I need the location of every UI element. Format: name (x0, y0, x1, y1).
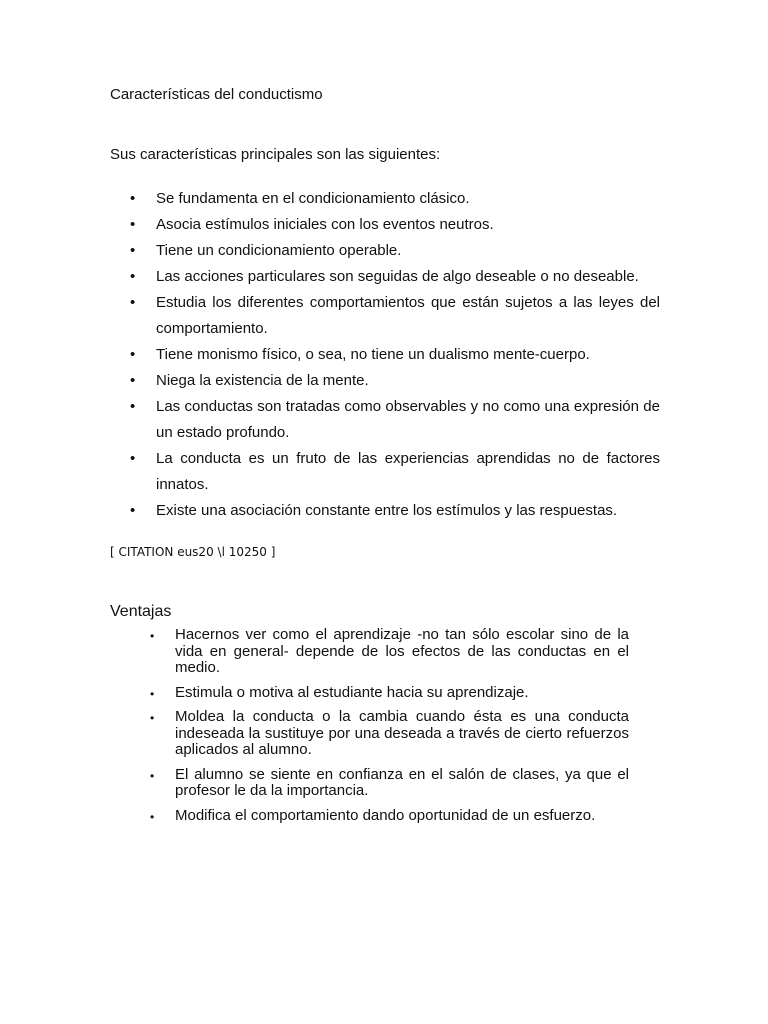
bullet-icon: • (130, 450, 136, 467)
list-item-text: Las conductas son tratadas como observables y no como una expresión de un estado profundo. (156, 398, 660, 441)
list-item (110, 498, 660, 524)
list-item-text: Estimula o motiva al estudiante hacia su aprendizaje. (175, 683, 529, 701)
list-item (110, 808, 629, 825)
list-item-text: Moldea la conducta o la cambia cuando ésta es una conducta indeseada la sustituye por una deseada a través de cierto refuerzos aplicados al alumno. (175, 708, 629, 758)
list-item-text: La conducta es un fruto de las experiencias aprendidas no de factores innatos. (156, 450, 660, 493)
list-item (110, 290, 660, 342)
ventajas-heading: Ventajas (110, 603, 172, 620)
bullet-icon: • (130, 398, 136, 415)
list-item-text: Se fundamenta en el condicionamiento clásico. (156, 190, 470, 207)
list-item-text: El alumno se siente en confianza en el salón de clases, ya que el profesor le da la importancia. (175, 765, 629, 799)
bullet-icon: • (150, 629, 155, 643)
list-item (110, 709, 629, 759)
bullet-icon: • (130, 502, 136, 519)
list-item-text: Asocia estímulos iniciales con los eventos neutros. (156, 216, 494, 233)
bullet-icon: • (150, 711, 155, 725)
list-item (110, 186, 660, 212)
bullet-icon: • (150, 768, 155, 783)
list-item (110, 394, 660, 446)
bullet-icon: • (130, 372, 136, 389)
bullet-icon: • (150, 686, 155, 701)
list-item (110, 264, 660, 290)
list-item-text: Estudia los diferentes comportamientos que están sujetos a las leyes del comportamiento. (156, 294, 660, 337)
intro-paragraph: Sus características principales son las siguientes: (110, 146, 441, 163)
list-item (110, 446, 660, 498)
bullet-icon: • (130, 346, 136, 363)
list-item (110, 627, 629, 677)
citation-field: [ CITATION eus20 \l 10250 ] (110, 545, 276, 559)
bullet-icon: • (130, 268, 136, 285)
list-item-text: Tiene monismo físico, o sea, no tiene un dualismo mente-cuerpo. (156, 346, 590, 363)
list-item (110, 238, 660, 264)
bullet-icon: • (130, 190, 136, 207)
bullet-icon: • (150, 809, 155, 824)
list-item-text: Las acciones particulares son seguidas de algo deseable o no deseable. (156, 268, 639, 285)
list-item-text: Modifica el comportamiento dando oportunidad de un esfuerzo. (175, 806, 596, 824)
list-item-text: Hacernos ver como el aprendizaje -no tan sólo escolar sino de la vida en general- depende de los efectos de las conductas en el medio. (175, 626, 629, 676)
list-item (110, 342, 660, 368)
bullet-icon: • (130, 294, 136, 311)
list-item-text: Niega la existencia de la mente. (156, 372, 369, 389)
document-heading: Características del conductismo (110, 86, 323, 103)
ventajas-list (110, 627, 629, 832)
list-item (110, 368, 660, 394)
list-item (110, 685, 629, 702)
list-item (110, 767, 629, 800)
list-item (110, 212, 660, 238)
list-item-text: Tiene un condicionamiento operable. (156, 242, 402, 259)
bullet-icon: • (130, 242, 136, 259)
bullet-icon: • (130, 216, 136, 233)
list-item-text: Existe una asociación constante entre los estímulos y las respuestas. (156, 502, 618, 519)
characteristics-list (110, 186, 660, 524)
